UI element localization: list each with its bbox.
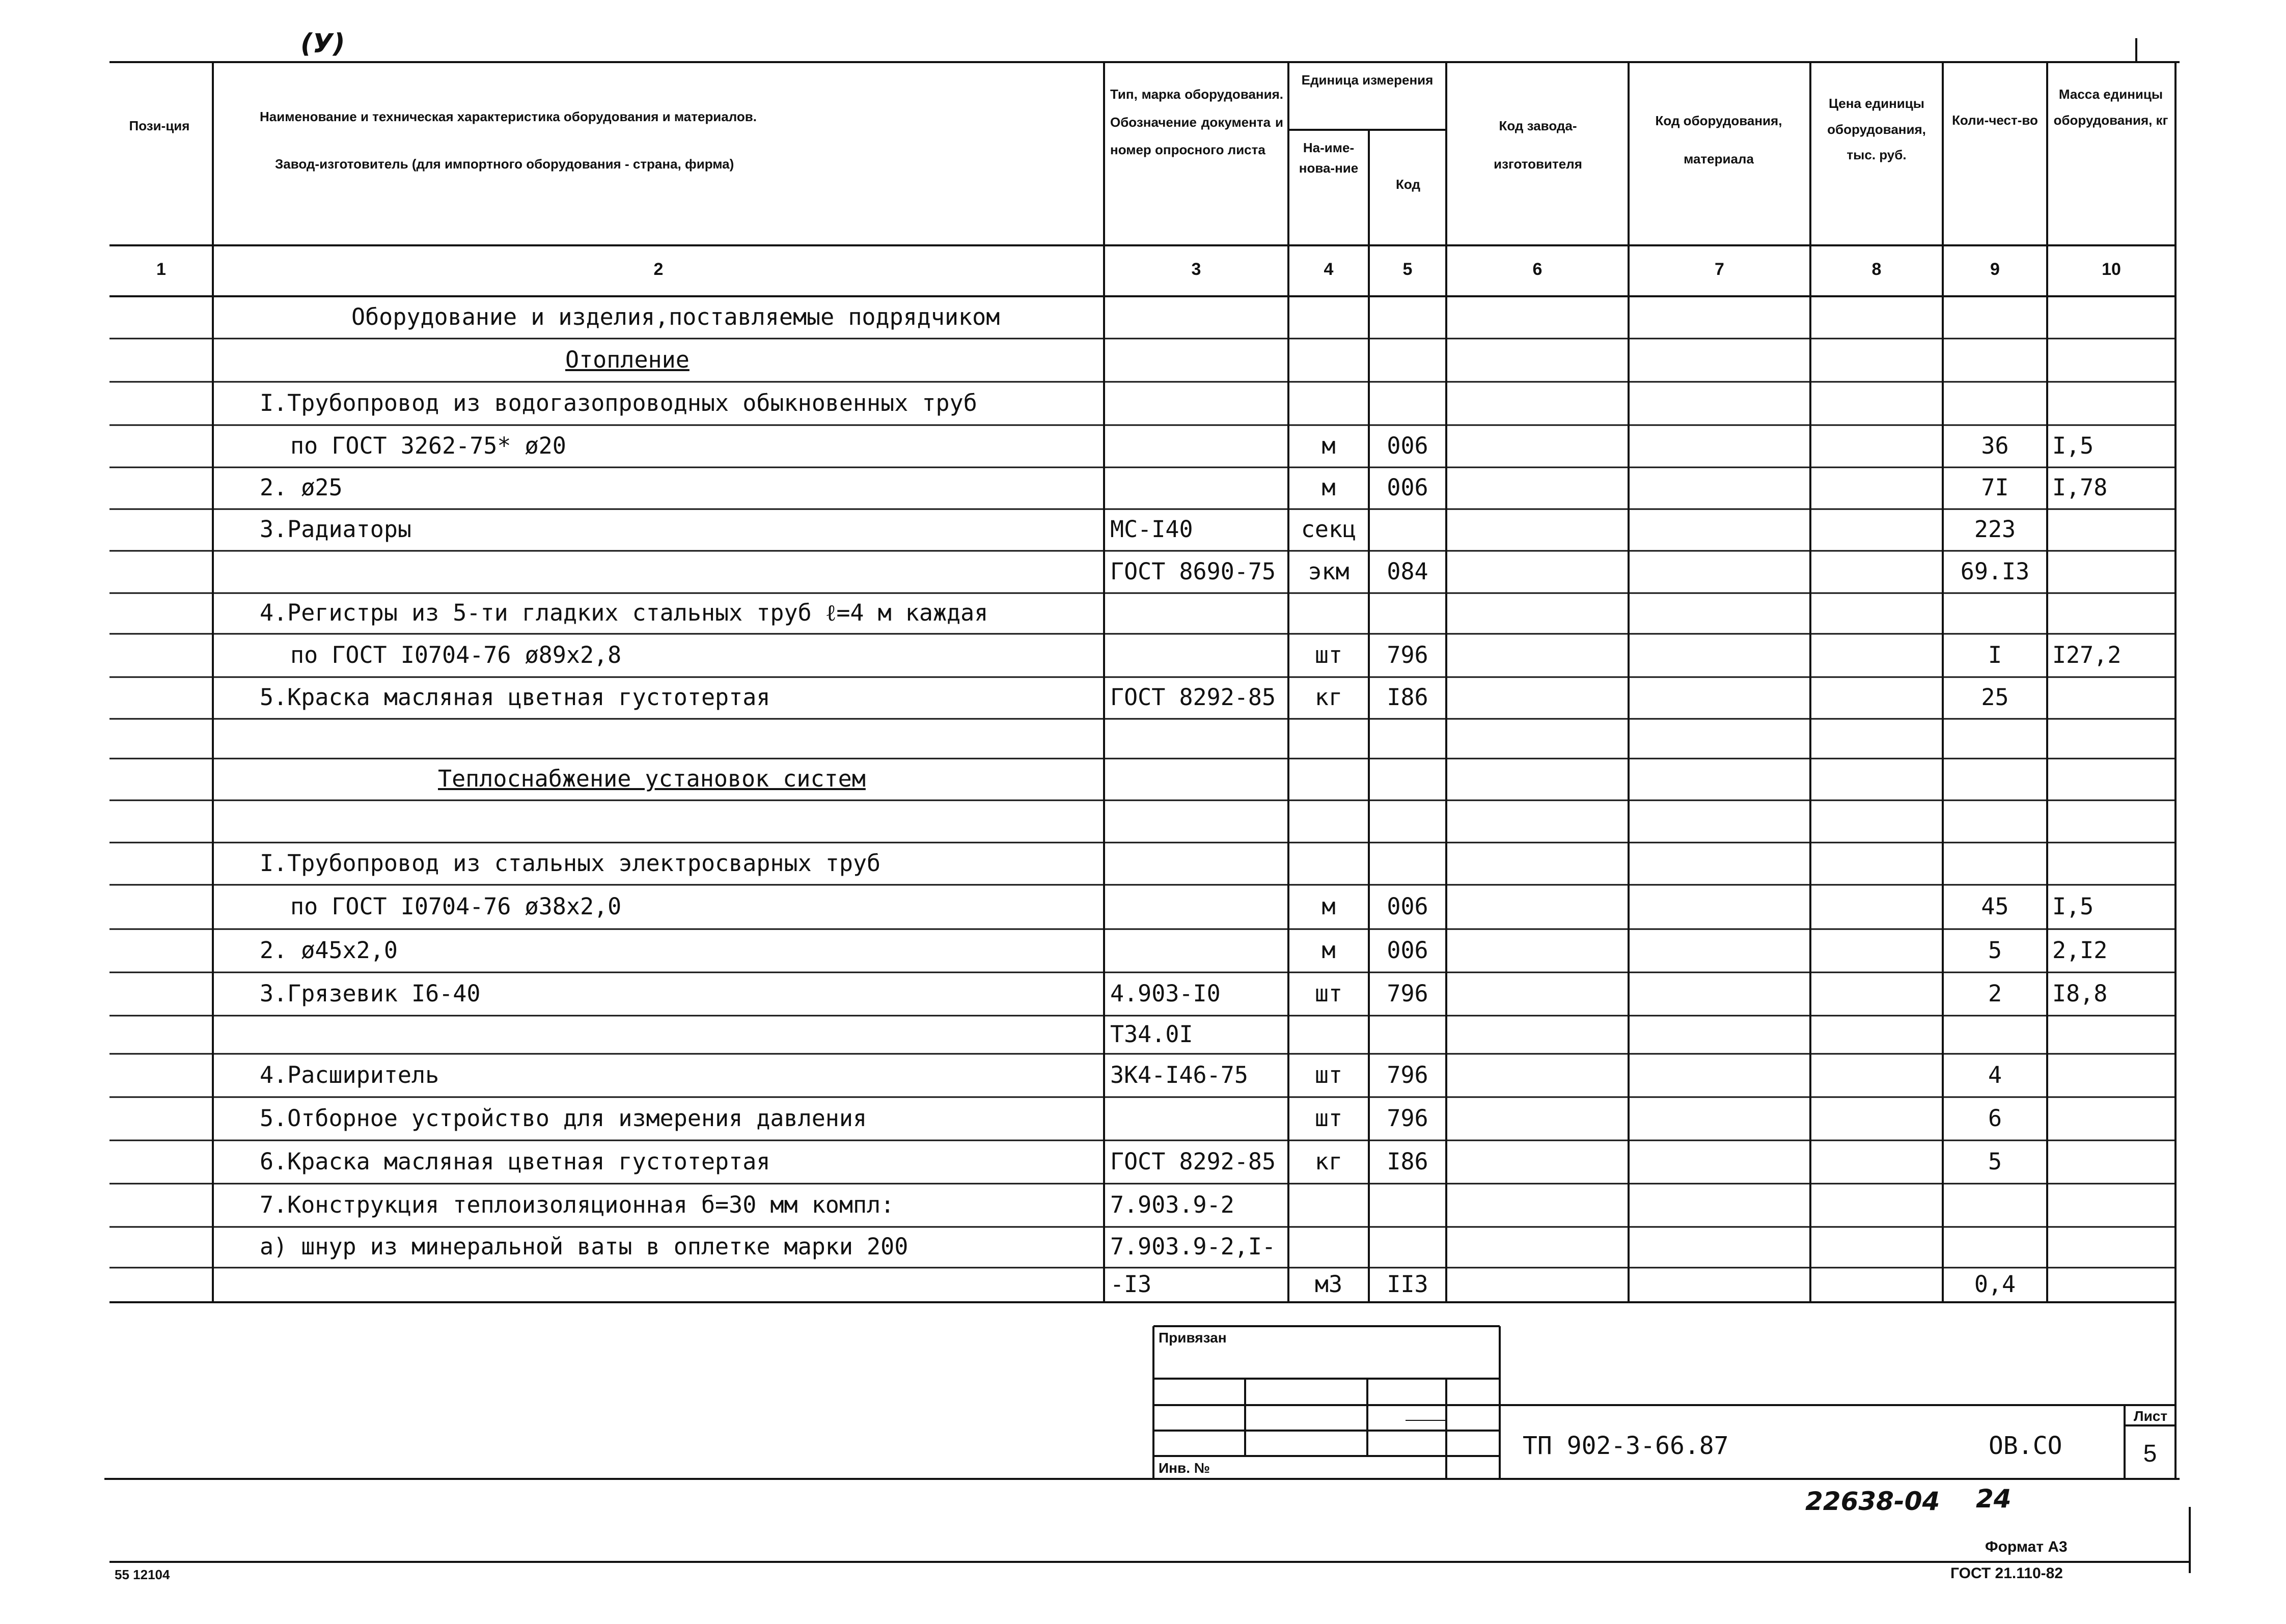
colnum-9: 9 [1990, 260, 2000, 279]
footer-format: Формат А3 [1985, 1538, 2068, 1555]
cell-type: ЗК4-I46-75 [1110, 1061, 1248, 1088]
cell-name: а) шнур из минеральной ваты в оплетке марки 200 [260, 1233, 908, 1260]
colnum-1: 1 [156, 260, 166, 279]
cell-unit: экм [1308, 557, 1349, 585]
handwritten-page: 24 [1976, 1484, 2012, 1514]
cell-name: I.Трубопровод из водогазопроводных обыкновенных труб [260, 389, 977, 416]
cell-name: 2. ø45x2,0 [260, 936, 398, 964]
header-col10: Масса единицы оборудования, кг [2053, 87, 2168, 128]
cell-qty: 223 [1974, 516, 2016, 543]
cell-type: Т34.0I [1110, 1020, 1193, 1048]
cell-code: 084 [1387, 557, 1428, 585]
stamp-privyazan: Привязан [1159, 1330, 1227, 1346]
cell-name: Теплоснабжение установок систем [438, 765, 866, 792]
cell-qty: 45 [1981, 892, 2009, 920]
colnum-5: 5 [1402, 260, 1413, 279]
cell-type: ГОСТ 8690-75 [1110, 557, 1276, 585]
header-col1: Пози-ция [129, 118, 190, 133]
sheet-label: Лист [2133, 1408, 2168, 1424]
cell-type: ГОСТ 8292-85 [1110, 684, 1276, 711]
cell-name: 2. ø25 [260, 474, 343, 501]
cell-qty: 5 [1988, 1147, 2002, 1175]
cell-unit: шт [1314, 641, 1343, 668]
cell-unit: кг [1314, 1147, 1343, 1175]
header-col7: Код оборудования, материала [1655, 113, 1782, 167]
cell-name: по ГОСТ I0704-76 ø89x2,8 [290, 641, 622, 668]
colnum-7: 7 [1715, 260, 1724, 279]
header-col8: Цена единицы оборудования, тыс. руб. [1827, 96, 1926, 163]
cell-name: 4.Регистры из 5-ти гладких стальных труб ℓ=4 м каждая [260, 599, 988, 626]
cell-type: МС-I40 [1110, 516, 1193, 543]
colnum-4: 4 [1324, 260, 1334, 279]
header-col5: Код [1396, 177, 1420, 192]
cell-name: Отопление [565, 346, 690, 373]
cell-code: I86 [1387, 1147, 1428, 1175]
cell-qty: 69.I3 [1960, 557, 2030, 585]
cell-name: 6.Краска масляная цветная густотертая [260, 1147, 770, 1175]
cell-type: 4.903-I0 [1110, 979, 1221, 1007]
colnum-8: 8 [1871, 260, 1882, 279]
cell-code: 006 [1387, 432, 1428, 459]
corner-mark: (У) [300, 29, 345, 59]
cell-unit: шт [1314, 979, 1343, 1007]
cell-unit: м [1321, 432, 1336, 459]
cell-mass: I,78 [2052, 474, 2108, 501]
cell-qty: 36 [1981, 432, 2009, 459]
cell-unit: кг [1314, 684, 1343, 711]
cell-name: 3.Грязевик I6-40 [260, 979, 481, 1007]
cell-code: 796 [1387, 1061, 1428, 1088]
footer-left-code: 55 12104 [115, 1567, 170, 1582]
cell-name: по ГОСТ I0704-76 ø38x2,0 [290, 892, 622, 920]
colnum-2: 2 [653, 260, 664, 279]
cell-name: 3.Радиаторы [260, 516, 412, 543]
header-col9: Коли-чест-во [1952, 113, 2038, 128]
cell-unit: м [1321, 474, 1336, 501]
cell-unit: м [1321, 936, 1336, 964]
cell-code: 006 [1387, 474, 1428, 501]
cell-qty: 4 [1988, 1061, 2002, 1088]
cell-qty: 2 [1988, 979, 2002, 1007]
cell-code: 006 [1387, 936, 1428, 964]
cell-unit: шт [1314, 1104, 1343, 1132]
cell-mass: I27,2 [2052, 641, 2122, 668]
handwritten-number: 22638-04 [1805, 1487, 1940, 1516]
header-col2-line1: Наименование и техническая характеристика оборудования и материалов. [260, 109, 757, 124]
cell-unit: м [1321, 892, 1336, 920]
cell-qty: 7I [1981, 474, 2009, 501]
cell-name: I.Трубопровод из стальных электросварных труб [260, 849, 881, 877]
cell-name: 7.Конструкция теплоизоляционная б=30 мм компл: [260, 1191, 895, 1218]
cell-code: 796 [1387, 979, 1428, 1007]
cell-type: 7.903.9-2 [1110, 1191, 1234, 1218]
cell-qty: 0,4 [1974, 1271, 2016, 1298]
cell-name: 5.Краска масляная цветная густотертая [260, 684, 770, 711]
cell-unit: шт [1314, 1061, 1343, 1088]
stamp-inv-no: Инв. № [1159, 1460, 1210, 1476]
cell-unit: секц [1301, 516, 1357, 543]
cell-mass: I,5 [2052, 432, 2094, 459]
cell-qty: I [1988, 641, 2002, 668]
footer-gost: ГОСТ 21.110-82 [1950, 1565, 2063, 1582]
colnum-6: 6 [1532, 260, 1543, 279]
cell-name: 5.Отборное устройство для измерения давления [260, 1104, 867, 1132]
cell-mass: I,5 [2052, 892, 2094, 920]
cell-type: 7.903.9-2,I- [1110, 1233, 1276, 1260]
header-col4: На-име-нова-ние [1299, 140, 1359, 176]
cell-name: по ГОСТ 3262-75* ø20 [290, 432, 566, 459]
cell-type: ГОСТ 8292-85 [1110, 1147, 1276, 1175]
colnum-3: 3 [1191, 260, 1201, 279]
cell-name: Оборудование и изделия,поставляемые подрядчиком [351, 303, 1000, 330]
colnum-10: 10 [2102, 260, 2121, 279]
header-col3: Тип, марка оборудования. Обозначение документа и номер опросного листа [1110, 87, 1283, 158]
cell-qty: 25 [1981, 684, 2009, 711]
header-col6: Код завода-изготовителя [1494, 118, 1582, 172]
cell-unit: м3 [1314, 1271, 1343, 1298]
cell-qty: 5 [1988, 936, 2002, 964]
header-unit-group: Единица измерения [1301, 72, 1434, 88]
cell-type: -I3 [1110, 1271, 1152, 1298]
cell-name: 4.Расширитель [260, 1061, 439, 1088]
cell-mass: 2,I2 [2052, 936, 2108, 964]
cell-code: II3 [1387, 1271, 1428, 1298]
cell-code: 796 [1387, 1104, 1428, 1132]
sheet-number: 5 [2143, 1440, 2157, 1467]
document-code: ТП 902-3-66.87 [1523, 1432, 1729, 1460]
cell-code: I86 [1387, 684, 1428, 711]
cell-qty: 6 [1988, 1104, 2002, 1132]
section-code: ОВ.СО [1989, 1432, 2062, 1460]
cell-code: 006 [1387, 892, 1428, 920]
header-col2-line2: Завод-изготовитель (для импортного оборудования - страна, фирма) [275, 156, 734, 172]
cell-code: 796 [1387, 641, 1428, 668]
cell-mass: I8,8 [2052, 979, 2108, 1007]
